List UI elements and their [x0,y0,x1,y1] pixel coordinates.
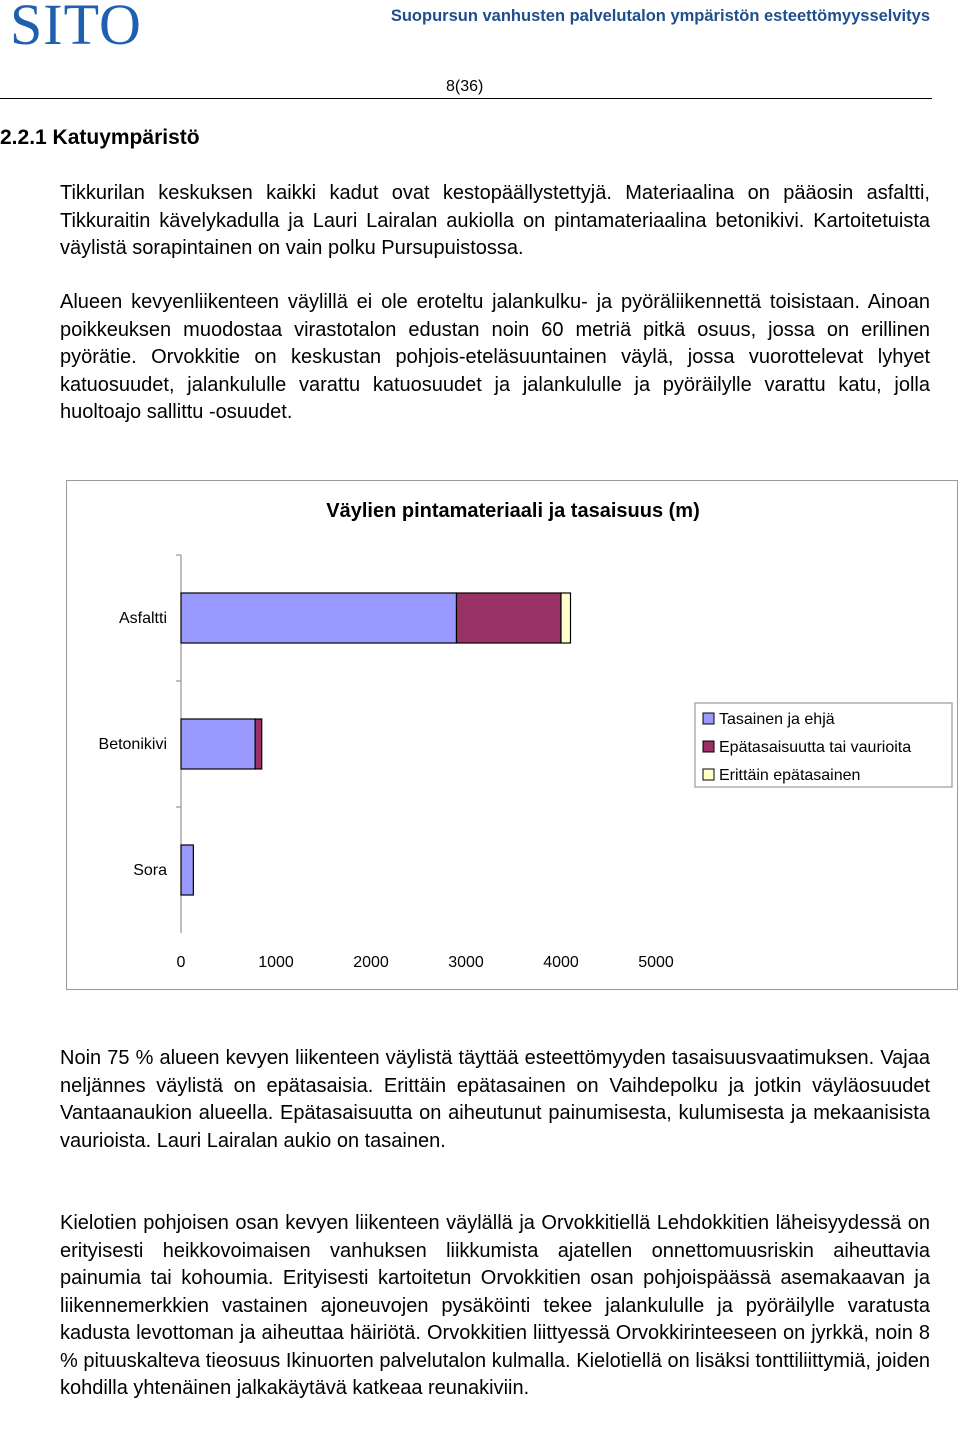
bar-asfaltti-series-2 [457,593,562,643]
legend-swatch-1 [703,713,714,724]
bar-betonikivi-series-2 [255,719,262,769]
x-tick-label: 1000 [258,954,294,971]
bar-asfaltti-series-3 [561,593,571,643]
chart-frame [66,480,958,990]
legend-label-3: Erittäin epätasainen [719,767,861,784]
paragraph-surface-materials: Tikkurilan keskuksen kaikki kadut ovat kestopäällystettyjä. Materiaalina on pääosin asfaltti, Tikkuraitin kävelykadulla ja Lauri Lairalan aukiolla on pintamateriaalina betonikivi. Kartoitetuista väylistä sorapintainen on vain polku Pursupuistossa. [60,182,930,259]
section-heading: 2.2.1 Katuympäristö [0,126,200,149]
legend-label-1: Tasainen ja ehjä [719,711,835,728]
surface-chart [67,481,959,991]
paragraph-risks: Kielotien pohjoisen osan kevyen liikenteen väylällä ja Orvokkitiellä Lehdokkitien läheisyydessä on erityisesti heikkovoimaisen vanhuksen liikkumista ajatellen onnettomuusriskin aiheuttavia painumia tai kohoumia. Erityisesti kartoitetun Orvokkitien osan pohjoispäässä asemakaavan ja liikennemerkkien vastainen ajoneuvojen pysäköinti tekee jalankululle ja pyöräilylle varatusta kadusta levottoman ja aiheuttaa häiriötä. Orvokkitien liittyessä Orvokkirinteeseen on jyrkkä, noin 8 % pituuskalteva tieosuus Ikinuorten palvelutalon kulmalla. Kielotiellä on lisäksi tonttiliittymiä, joiden kohdilla yhtenäinen jalkakäytävä katkeaa reunakiviin. [60,1212,930,1399]
bar-sora-series-1 [181,845,193,895]
legend-swatch-3 [703,769,714,780]
bar-asfaltti-series-1 [181,593,457,643]
chart-title: Väylien pintamateriaali ja tasaisuus (m) [326,500,700,522]
legend-label-2: Epätasaisuutta tai vaurioita [719,739,912,756]
category-label-sora: Sora [133,862,167,879]
paragraph-evenness: Noin 75 % alueen kevyen liikenteen väylistä täyttää esteettömyyden tasaisuusvaatimuksen. Vajaa neljännes väylistä on epätasaisia. Erittäin epätasainen on Vaihdepolku ja jotkin väyläosuudet Vantaanaukion alueella. Epätasaisuutta on aiheutunut painumisesta, kulumisesta ja mekaanisista vaurioista. Lauri Lairalan aukio on tasainen. [60,1047,930,1152]
category-label-asfaltti: Asfaltti [118,610,167,627]
x-tick-label: 2000 [353,954,389,971]
document-title: Suopursun vanhusten palvelutalon ympäristön esteettömyysselvitys [390,7,930,25]
sito-logo: SITO [10,0,142,57]
page-number: 8(36) [446,78,484,95]
x-tick-label: 0 [176,954,186,971]
paragraph-pedestrian-cycling: Alueen kevyenliikenteen väylillä ei ole eroteltu jalankulku- ja pyöräliikennettä toisistaan. Ainoan poikkeuksen muodostaa virastotalon edustan noin 60 metriä pitkä osuus, jossa on erillinen pyörätie. Orvokkitie on keskustan pohjois-eteläsuuntainen väylä, jossa vuorottelevat lyhyet katuosuudet, jalankululle varattu katuosuudet ja jalankululle ja pyöräilylle varattu katu, jolla huoltoajo sallittu -osuudet. [60,291,930,423]
header-divider [0,98,932,99]
bar-betonikivi-series-1 [181,719,255,769]
x-tick-label: 5000 [638,954,674,971]
x-tick-label: 3000 [448,954,484,971]
x-tick-label: 4000 [543,954,579,971]
legend-swatch-2 [703,741,714,752]
category-label-betonikivi: Betonikivi [98,736,167,753]
